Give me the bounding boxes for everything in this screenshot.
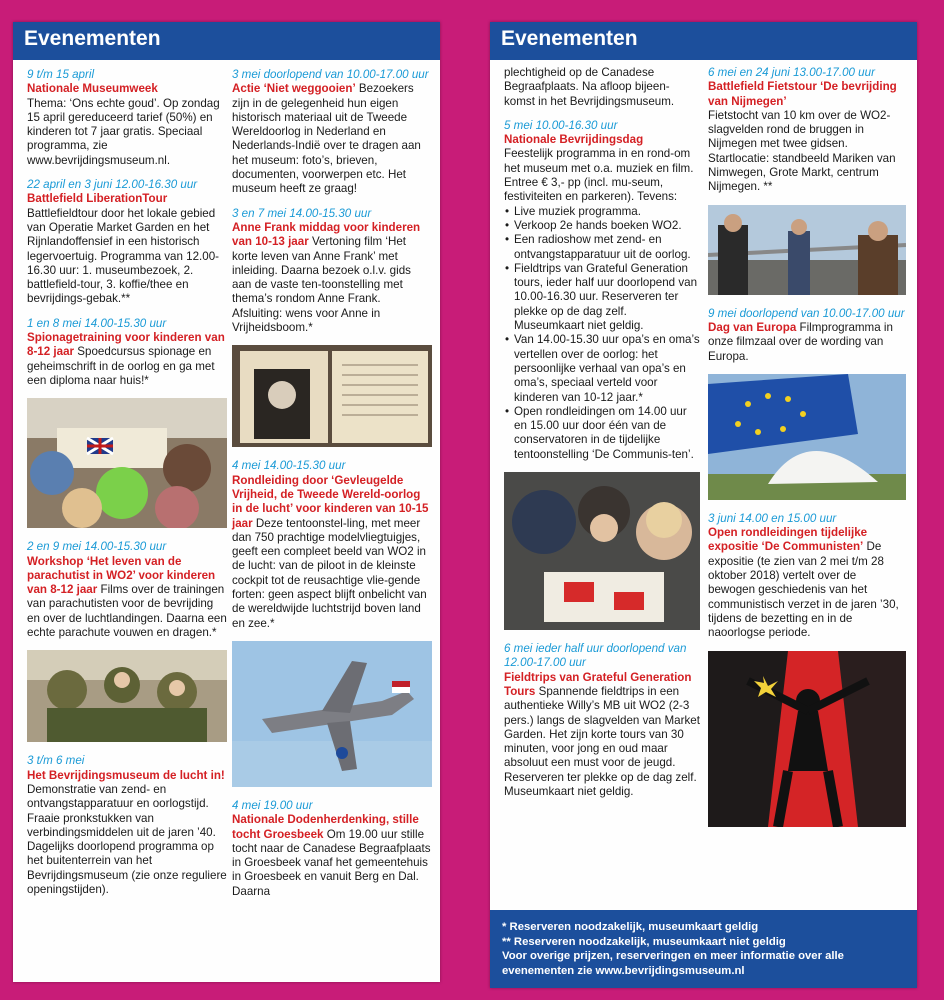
event-date: 1 en 8 mei 14.00-15.30 uur	[27, 316, 167, 330]
event-date: 3 en 7 mei 14.00-15.30 uur	[232, 206, 372, 220]
footer-info: Voor overige prijzen, reserveringen en meer informatie over alle evenementen zie www.bevrijdingsmuseum.nl	[502, 950, 844, 977]
event-title: Nationale Museumweek	[27, 82, 158, 96]
event-title: Nationale Dodenherdenking, stille tocht Groesbeek	[232, 813, 419, 841]
event	[27, 68, 227, 168]
photo-children-spy-training	[27, 398, 227, 528]
event	[232, 68, 432, 197]
event-body: Fietstocht van 10 km over de WO2-slagvelden rond de bruggen in Nijmegen met twee gidsen. Startlocatie: standbeeld Mariken van Nimwegen, Grote Markt, centrum Nijmegen. **	[708, 108, 896, 194]
event	[232, 459, 432, 631]
event-body: De expositie (te zien van 2 mei t/m 28 oktober 2018) vertelt over de bewogen geschiedenis van het communistisch verzet in de jaren ’30, tijdens de bezetting en in de naoorlogse periode.	[708, 540, 899, 640]
event-body: Vertoning film ‘Het korte leven van Anne Frank’ met inleiding. Daarna bezoek o.l.v. gids aan de vaste ten-toonstelling met thema’s rondom Anne Frank. Afsluiting: wens voor Anne in Vrijheidsboom.*	[232, 235, 411, 335]
event-body: Filmprogramma in onze filmzaal over de wording van Europa.	[708, 320, 893, 363]
event-title: Fieldtrips van Grateful Generation Tours	[504, 670, 692, 698]
event-title: Spionagetraining voor kinderen van 8-12 jaar	[27, 331, 225, 359]
list-item: • Live muziek programma.	[514, 205, 700, 219]
event-date: 4 mei 19.00 uur	[232, 798, 313, 812]
photo-europe-flag-dome	[708, 374, 906, 500]
event-title: Anne Frank middag voor kinderen van 10-13 jaar	[232, 220, 421, 249]
event-body: plechtigheid op de Canadese Begraafplaats. Na afloop bijeen-komst in het Bevrijdingsmuseum.	[504, 66, 675, 108]
event-date: 9 mei doorlopend van 10.00-17.00 uur	[708, 306, 905, 320]
right-panel	[490, 22, 917, 988]
photo-communist-poster	[708, 651, 906, 827]
right-column-1	[504, 66, 700, 809]
bullet-list	[504, 205, 700, 462]
event-body: Spannende fieldtrips in een authentieke Willy’s MB uit WO2 (2-3 pers.) langs de slagvelden van Market Garden. Het zijn korte tours van 30 minuten, voor jong en oud maar absoluut een must voor de jeugd. Reserveren ter plekke op de dag zelf. Museumkaart niet geldig.	[504, 684, 700, 798]
event-date: 22 april en 3 juni 12.00-16.30 uur	[27, 178, 198, 192]
event	[232, 207, 432, 336]
list-item: • Open rondleidingen om 14.00 uur en 15.00 uur door één van de conservatoren in de tijdelijke tentoonstelling ‘De Communis-ten’.	[514, 405, 700, 462]
event-date: 4 mei 14.00-15.30 uur	[232, 459, 346, 473]
list-item: • Een radioshow met zend- en ontvangstapparatuur uit de oorlog.	[514, 233, 700, 262]
event	[27, 540, 227, 640]
footnote-double-asterisk: ** Reserveren noodzakelijk, museumkaart niet geldig	[502, 935, 786, 948]
event	[708, 66, 906, 195]
photo-children-fieldtrip-map	[504, 472, 700, 630]
event	[504, 119, 700, 462]
event	[27, 178, 227, 307]
event-body: Thema: ‘Ons echte goud’. Op zondag 15 april gereduceerd tarief (50%) en kinderen tot 7 jaar gratis. Speciaal programma, zie www.bevrijdingsmuseum.nl.	[27, 96, 220, 167]
event-body: Battlefieldtour door het lokale gebied van Operatie Market Garden en het Rijnlandoffensief in een historisch legervoertuig. Programma van 12.00-16.30 uur: 1. museumbezoek, 2. battlefield-tour, 3. koffie/thee en bevrijdings-gebak.**	[27, 206, 220, 306]
footnote-single-asterisk: * Reserveren noodzakelijk, museumkaart geldig	[502, 921, 759, 933]
event-body: Om 19.00 uur stille tocht naar de Canadese Begraafplaats in Groesbeek vanaf het gemeentehuis in Groesbeek en vanuit Berg en Dal. Daarna	[232, 827, 431, 898]
event	[27, 317, 227, 388]
photo-bicycle-tour-bridge	[708, 205, 906, 295]
event	[27, 754, 227, 897]
event-title: Dag van Europa	[708, 320, 797, 334]
event-date: 2 en 9 mei 14.00-15.30 uur	[27, 540, 167, 554]
event-body: Films over de trainingen van parachutisten voor de bevrijding en over de luchtlandingen. Daarna een echte parachute vouwen en dragen.*	[27, 583, 227, 640]
event-body: Spoedcursus spionage en geheimschrift in de oorlog en ga met een diploma naar huis!*	[27, 345, 215, 387]
event-title: Rondleiding door ‘Gevleugelde Vrijheid, de Tweede Wereld-oorlog in de lucht’ voor kinderen van 10-15 jaar	[232, 473, 429, 530]
banner-right	[490, 22, 917, 60]
event-title: Workshop ‘Het leven van de parachutist in WO2’ voor kinderen van 8-12 jaar	[27, 554, 216, 597]
event-date: 3 t/m 6 mei	[27, 754, 85, 768]
event	[504, 642, 700, 799]
event-title: Battlefield Fietstour ‘De bevrijding van Nijmegen’	[708, 80, 897, 108]
list-item: • Van 14.00-15.30 uur opa’s en oma’s vertellen over de oorlog: het persoonlijke verhaal van opa’s en oma’s, speciaal verteld voor kinderen van 10-12 jaar.*	[514, 333, 700, 404]
event	[708, 512, 906, 641]
event-date: 5 mei 10.00-16.30 uur	[504, 118, 618, 132]
event-body: Bezoekers zijn in de gelegenheid hun eigen historisch materiaal uit de Tweede Wereldoorlog in Nederland en Nederlands-Indië over te dragen aan het museum: foto’s, brieven, documenten, voorwerpen etc. Het museum heeft ze graag!	[232, 82, 421, 196]
banner-left	[13, 22, 440, 60]
event-title: Het Bevrijdingsmuseum de lucht in!	[27, 768, 225, 782]
event-title: Battlefield LiberationTour	[27, 192, 168, 206]
event-date: 6 mei en 24 juni 13.00-17.00 uur	[708, 66, 875, 79]
event-title: Open rondleidingen tijdelijke expositie ‘De Communisten’	[708, 526, 868, 554]
left-panel	[13, 22, 440, 982]
right-column-2	[708, 66, 906, 839]
list-item: • Fieldtrips van Grateful Generation tours, ieder half uur doorlopend van 10.00-16.30 uur. Reserveren ter plekke op de dag zelf. Museumkaart niet geldig.	[514, 262, 700, 333]
event-body: Feestelijk programma in en rond-om het museum met o.a. muziek en film. Entree € 3,- pp (incl. mu-seum, festiviteiten en parkeren). Tevens:	[504, 147, 694, 204]
event-date: 3 juni 14.00 en 15.00 uur	[708, 511, 837, 525]
event-continued	[504, 66, 700, 109]
left-column-2	[232, 68, 432, 909]
photo-anne-frank-diary	[232, 345, 432, 447]
photo-spitfire-airplane	[232, 641, 432, 787]
event	[232, 799, 432, 899]
event-date: 3 mei doorlopend van 10.00-17.00 uur	[232, 68, 429, 81]
event	[708, 307, 906, 364]
left-column-1	[27, 68, 227, 907]
footer-notes	[490, 910, 917, 988]
event-date: 6 mei ieder half uur doorlopend van 12.00-17.00 uur	[504, 642, 687, 670]
event-title: Nationale Bevrijdingsdag	[504, 133, 644, 147]
event-body: Deze tentoonstel-ling, met meer dan 750 prachtige modelvliegtuigjes, geeft een compleet beeld van WO2 in de lucht: van de piloot in de kleinste cockpit tot de reusachtige vlie-gende forten: geen aspect blijft onbelicht van de wereldwijde luchtstrijd boven land en zee.*	[232, 516, 427, 630]
photo-children-parachute-workshop	[27, 650, 227, 742]
banner-title: Evenementen	[501, 27, 638, 50]
list-item: • Verkoop 2e hands boeken WO2.	[514, 219, 700, 233]
event-date: 9 t/m 15 april	[27, 68, 95, 81]
event-title: Actie ‘Niet weggooien’	[232, 82, 356, 96]
banner-title: Evenementen	[24, 27, 161, 50]
event-body: Demonstratie van zend- en ontvangstapparatuur en oorlogstijd. Fraaie pronkstukken van verbindingsmiddelen uit de jaren ’40. Dagelijks doorlopend programma op het buitenterrein van het Bevrijdingsmuseum (zie onze reguliere openingstijden).	[27, 782, 227, 896]
